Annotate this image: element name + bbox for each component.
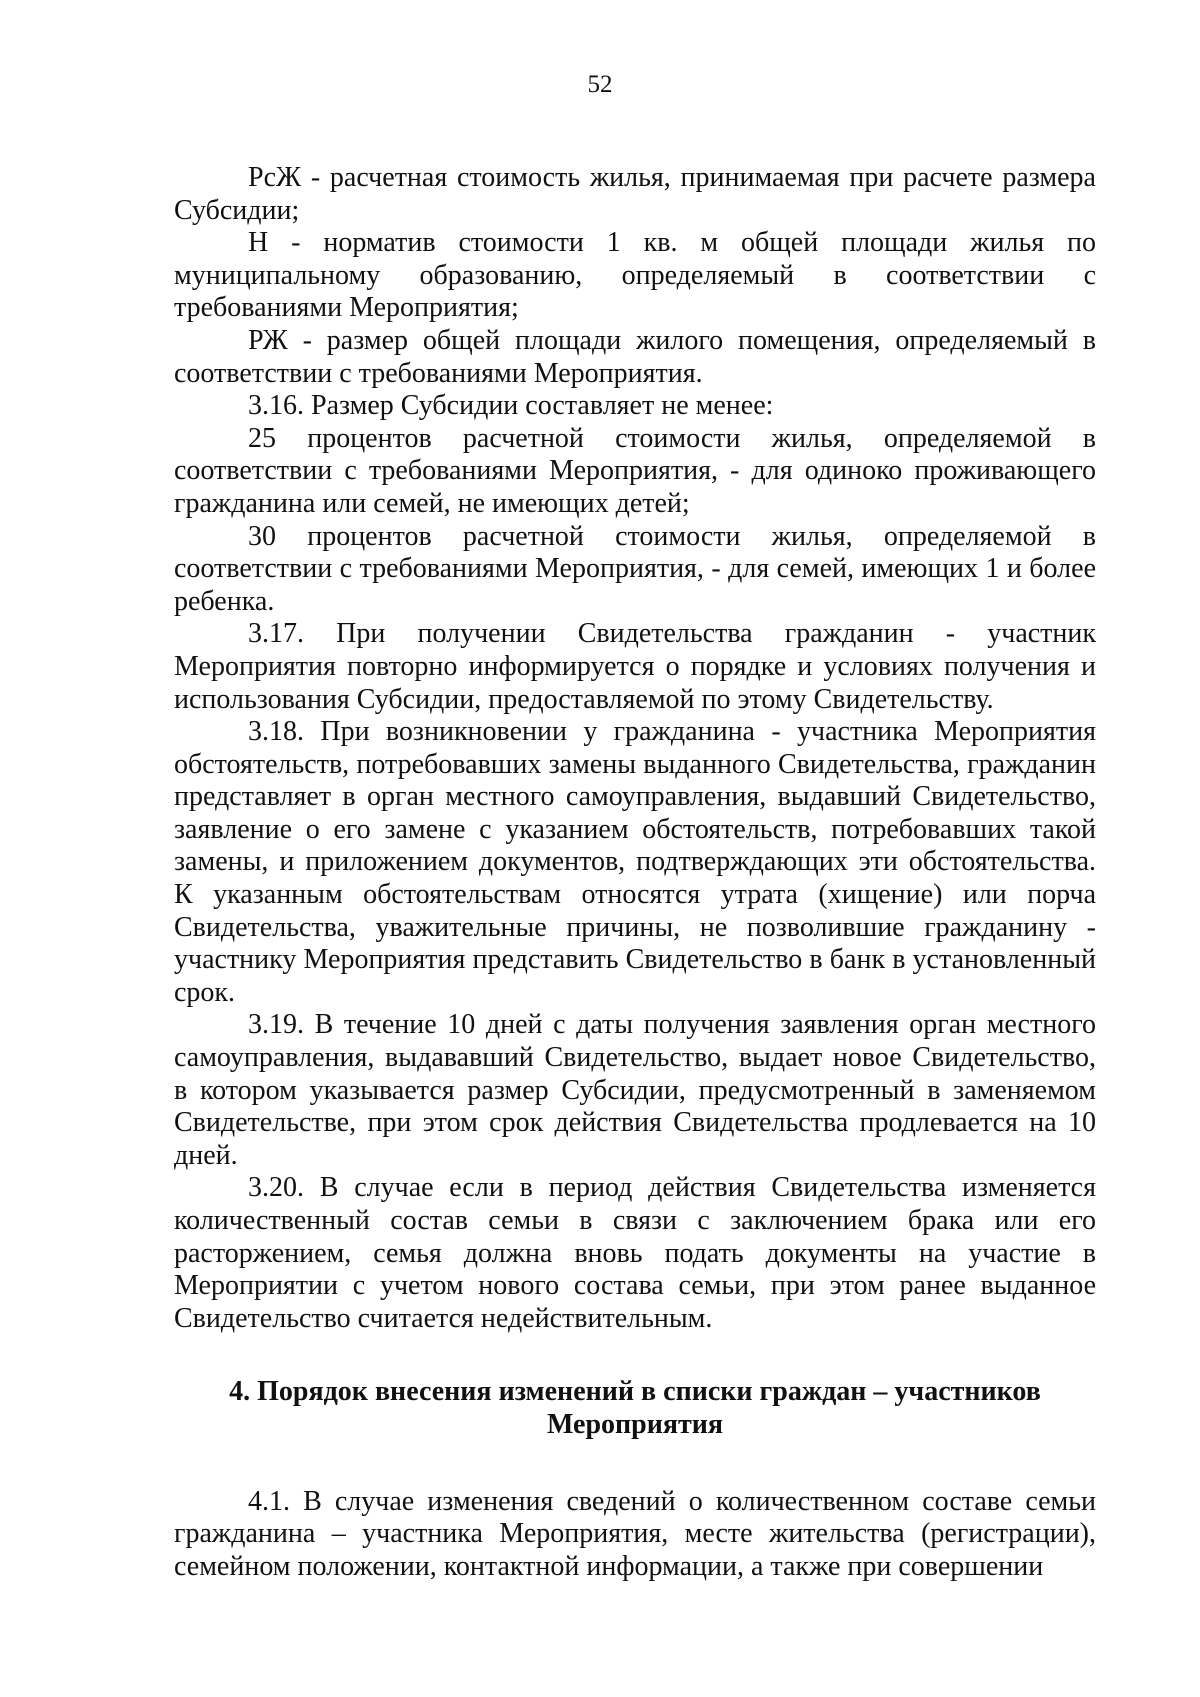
paragraph-rzh-definition: РЖ - размер общей площади жилого помещения, определяемый в соответствии с требованиями Мероприятия.	[174, 324, 1096, 389]
paragraph-3-20: 3.20. В случае если в период действия Свидетельства изменяется количественный состав семьи в связи с заключением брака или его расторжением, семья должна вновь подать документы на участие в Мероприятии с учетом нового состава семьи, при этом ранее выданное Свидетельство считается недействительным.	[174, 1172, 1096, 1334]
page-number: 52	[587, 71, 613, 98]
paragraph-4-1: 4.1. В случае изменения сведений о количественном составе семьи гражданина – участника Мероприятия, месте жительства (регистрации), семейном положении, контактной информации, а также при совершении	[174, 1485, 1096, 1582]
paragraph-30-percent: 30 процентов расчетной стоимости жилья, определяемой в соответствии с требованиями Мероприятия, - для семей, имеющих 1 и более ребенка.	[174, 520, 1096, 617]
paragraph-3-17: 3.17. При получении Свидетельства гражданин - участник Мероприятия повторно информируется о порядке и условиях получения и использования Субсидии, предоставляемой по этому Свидетельству.	[174, 618, 1096, 715]
paragraph-rszh-definition: РсЖ - расчетная стоимость жилья, принимаемая при расчете размера Субсидии;	[174, 162, 1096, 226]
paragraph-n-definition: Н - норматив стоимости 1 кв. м общей площади жилья по муниципальному образованию, определяемый в соответствии с требованиями Мероприятия;	[174, 227, 1096, 324]
paragraph-3-16: 3.16. Размер Субсидии составляет не менее:	[248, 390, 774, 422]
section-4-heading-line-2: Мероприятия	[546, 1408, 724, 1440]
paragraph-3-18: 3.18. При возникновении у гражданина - участника Мероприятия обстоятельств, потребовавших замены выданного Свидетельства, гражданин представляет в орган местного самоуправления, выдавший Свидетельство, заявление о его замене с указанием обстоятельств, потребовавших такой замены, и приложением документов, подтверждающих эти обстоятельства. К указанным обстоятельствам относятся утрата (хищение) или порча Свидетельства, уважительные причины, не позволившие гражданину - участнику Мероприятия представить Свидетельство в банк в установленный срок.	[174, 716, 1096, 1008]
section-4-heading	[174, 1376, 1096, 1441]
paragraph-25-percent: 25 процентов расчетной стоимости жилья, определяемой в соответствии с требованиями Мероприятия, - для одиноко проживающего гражданина или семей, не имеющих детей;	[174, 422, 1096, 519]
body-text	[174, 162, 1096, 1583]
section-4-heading-line-1: 4. Порядок внесения изменений в списки граждан – участников	[229, 1376, 1041, 1408]
paragraph-3-19: 3.19. В течение 10 дней с даты получения заявления орган местного самоуправления, выдававший Свидетельство, выдает новое Свидетельство, в котором указывается размер Субсидии, предусмотренный в заменяемом Свидетельстве, при этом срок действия Свидетельства продлевается на 10 дней.	[174, 1009, 1096, 1171]
